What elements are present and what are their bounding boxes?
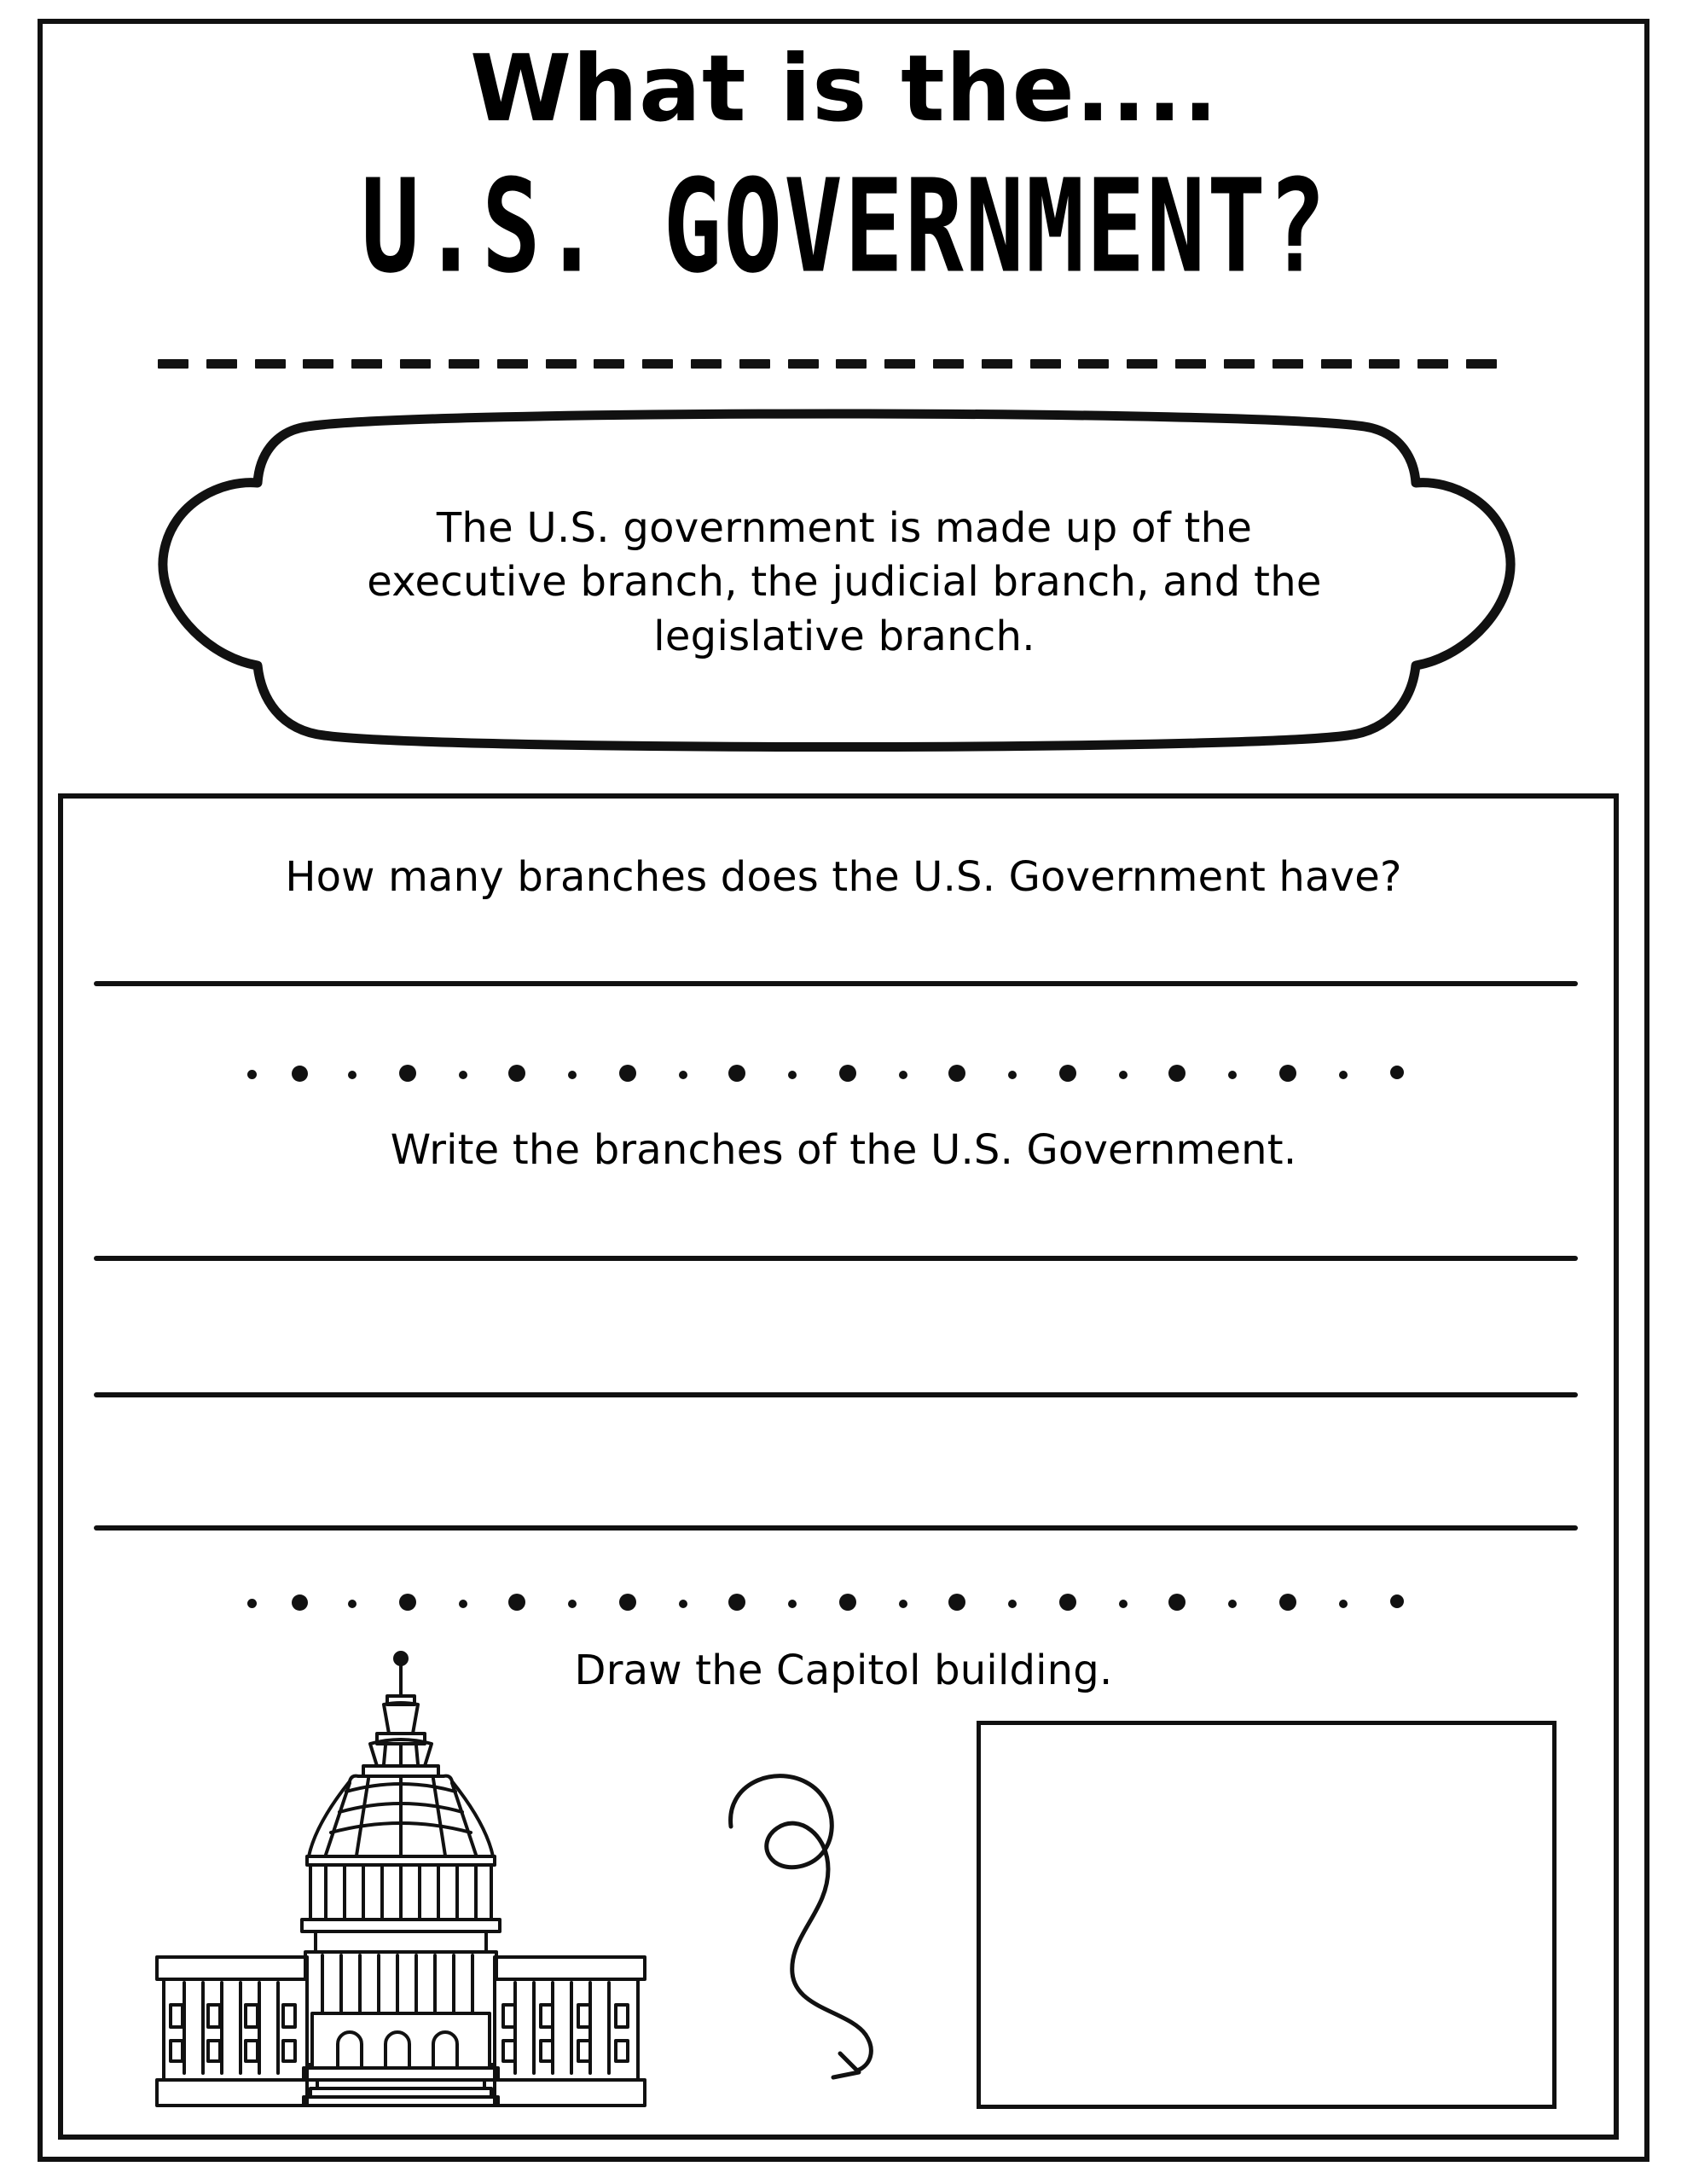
answer-line-q2-3[interactable]	[94, 1525, 1578, 1531]
question-3-prompt: Draw the Capitol building.	[574, 1647, 1113, 1694]
page-title	[102, 36, 1586, 302]
curly-arrow-icon	[721, 1753, 934, 2094]
drawing-area[interactable]	[977, 1721, 1557, 2109]
dotted-separator-2	[247, 1589, 1424, 1611]
question-1-prompt: How many branches does the U.S. Government have?	[285, 853, 1402, 901]
dashed-divider	[158, 358, 1497, 369]
capitol-building-illustration	[102, 1647, 699, 2124]
question-2-prompt: Write the branches of the U.S. Government.	[390, 1126, 1297, 1174]
info-callout	[136, 401, 1535, 759]
answer-line-q2-1[interactable]	[94, 1256, 1578, 1261]
title-line-2: U.S. GOVERNMENT?	[361, 151, 1328, 302]
dotted-separator-1	[247, 1060, 1424, 1082]
title-line-1: What is the....	[470, 36, 1219, 142]
callout-text: The U.S. government is made up of the executive branch, the judicial branch, and the legislative branch.	[367, 504, 1322, 660]
answer-line-q2-2[interactable]	[94, 1392, 1578, 1397]
answer-line-q1-1[interactable]	[94, 981, 1578, 986]
